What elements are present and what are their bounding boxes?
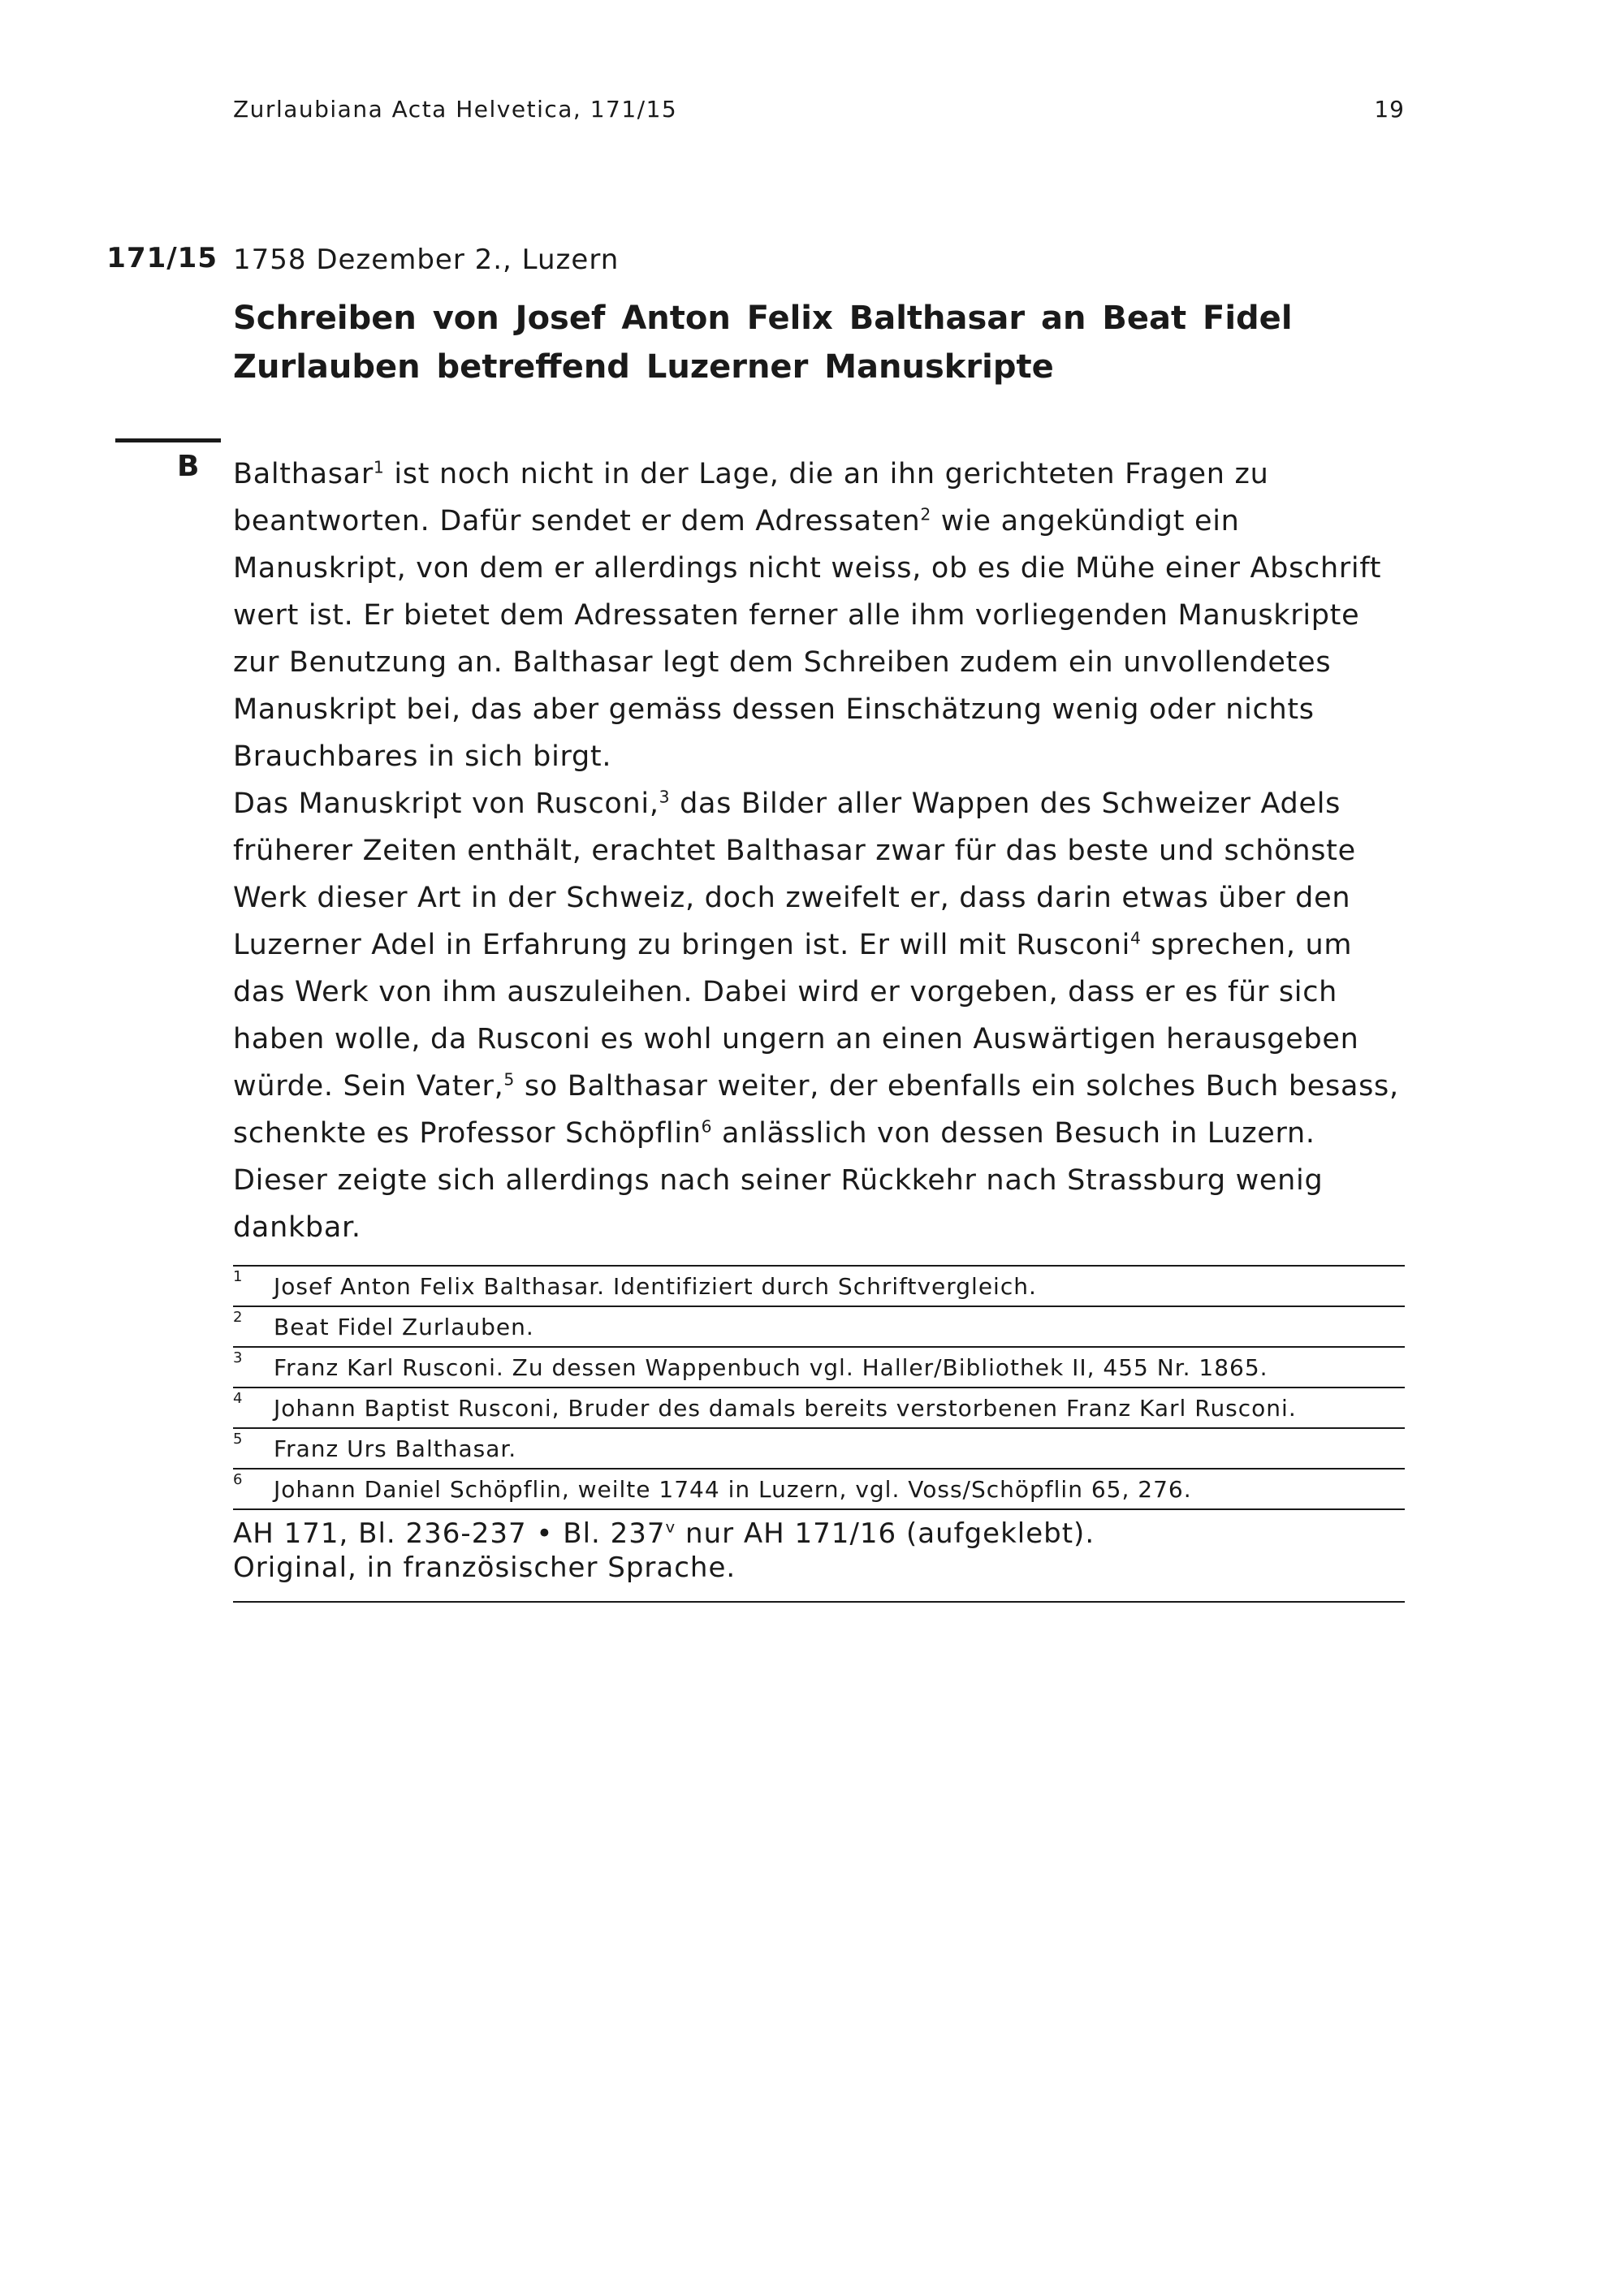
footnote-ref-4[interactable]: 4 — [1130, 928, 1142, 948]
footnote-5 — [233, 1427, 1405, 1468]
footnote-text: Johann Daniel Schöpflin, weilte 1744 in Luzern, vgl. Voss/Schöpflin 65, 276. — [274, 1476, 1192, 1503]
summary-text — [233, 451, 1405, 1251]
footnote-number: 4 — [233, 1390, 244, 1407]
entry-title-line-1: Schreiben von Josef Anton Felix Balthasar an Beat Fidel — [233, 300, 1293, 337]
text-segment: nur AH 171/16 (aufgeklebt). — [676, 1517, 1095, 1550]
running-title: Zurlaubiana Acta Helvetica, 171/15 — [233, 96, 678, 123]
footnote-text: Franz Urs Balthasar. — [274, 1435, 517, 1462]
text-segment: das Bilder aller Wappen des Schweizer Adels früherer Zeiten enthält, erachtet Balthasar zwar für das beste und schönste Werk dieser Art in der Schweiz, doch zweifelt er, dass darin etwas über den Luzerner Adel in Erfahrung zu bringen ist. Er will mit Rusconi — [233, 788, 1356, 961]
entry-number: 171/15 — [106, 242, 218, 274]
text-segment: sprechen, um das Werk von ihm auszuleihen. Dabei wird er vorgeben, dass er es für sich haben wolle, da Rusconi es wohl ungern an einen Auswärtigen herausgeben würde. Sein Vater, — [233, 929, 1359, 1103]
summary-paragraph-1 — [233, 451, 1405, 780]
footnote-text: Johann Baptist Rusconi, Bruder des damals bereits verstorbenen Franz Karl Rusconi. — [274, 1395, 1297, 1422]
entry-title — [233, 294, 1370, 391]
text-segment: Balthasar — [233, 458, 374, 490]
footnote-3 — [233, 1346, 1405, 1387]
footnote-ref-6[interactable]: 6 — [701, 1116, 713, 1137]
footnote-number: 5 — [233, 1431, 244, 1448]
footnotes — [233, 1265, 1405, 1510]
entry-date-place: 1758 Dezember 2., Luzern — [233, 244, 620, 276]
footnote-text: Franz Karl Rusconi. Zu dessen Wappenbuch vgl. Haller/Bibliothek II, 455 Nr. 1865. — [274, 1354, 1268, 1381]
summary-marker: B — [177, 450, 200, 483]
page-number: 19 — [1374, 96, 1405, 123]
section-divider — [115, 438, 221, 442]
source-line-2: Original, in französischer Sprache. — [233, 1552, 736, 1584]
footnote-text: Beat Fidel Zurlauben. — [274, 1314, 534, 1340]
footnote-1 — [233, 1265, 1405, 1306]
footnote-number: 3 — [233, 1349, 244, 1366]
footnote-ref-3[interactable]: 3 — [659, 787, 671, 807]
footnote-text: Josef Anton Felix Balthasar. Identifiziert durch Schriftvergleich. — [274, 1273, 1037, 1300]
footnote-ref-5[interactable]: 5 — [503, 1069, 516, 1090]
entry-title-line-2: Zurlauben betreffend Luzerner Manuskripte — [233, 348, 1054, 386]
source-line-1 — [233, 1517, 1405, 1551]
summary-paragraph-2 — [233, 780, 1405, 1251]
footnote-number: 1 — [233, 1268, 244, 1285]
verso-mark: v — [665, 1517, 676, 1537]
footnote-ref-1[interactable]: 1 — [373, 457, 385, 477]
text-segment: wie angekündigt ein Manuskript, von dem er allerdings nicht weiss, ob es die Mühe einer Abschrift wert ist. Er bietet dem Adressaten ferner alle ihm vorliegenden Manuskripte zur Benutzung an. Balthasar legt dem Schreiben zudem ein unvollendetes Manuskript bei, das aber gemäss dessen Einschätzung wenig oder nichts Brauchbares in sich birgt. — [233, 505, 1382, 773]
text-segment: AH 171, Bl. 236-237 • Bl. 237 — [233, 1517, 666, 1550]
footnote-ref-2[interactable]: 2 — [920, 504, 931, 524]
footnote-2 — [233, 1306, 1405, 1346]
footnote-4 — [233, 1387, 1405, 1427]
footnote-6 — [233, 1468, 1405, 1510]
footnote-number: 6 — [233, 1471, 244, 1488]
text-segment: ist noch nicht in der Lage, die an ihn gerichteten Fragen zu beantworten. Dafür sendet er dem Adressaten — [233, 458, 1269, 537]
source-note — [233, 1517, 1405, 1603]
text-segment: anlässlich von dessen Besuch in Luzern. Dieser zeigte sich allerdings nach seiner Rückkehr nach Strassburg wenig dankbar. — [233, 1117, 1324, 1244]
text-segment: Das Manuskript von Rusconi, — [233, 788, 659, 820]
footnote-number: 2 — [233, 1309, 244, 1326]
text-segment: so Balthasar weiter, der ebenfalls ein solches Buch besass, schenkte es Professor Schöpflin — [233, 1070, 1399, 1150]
